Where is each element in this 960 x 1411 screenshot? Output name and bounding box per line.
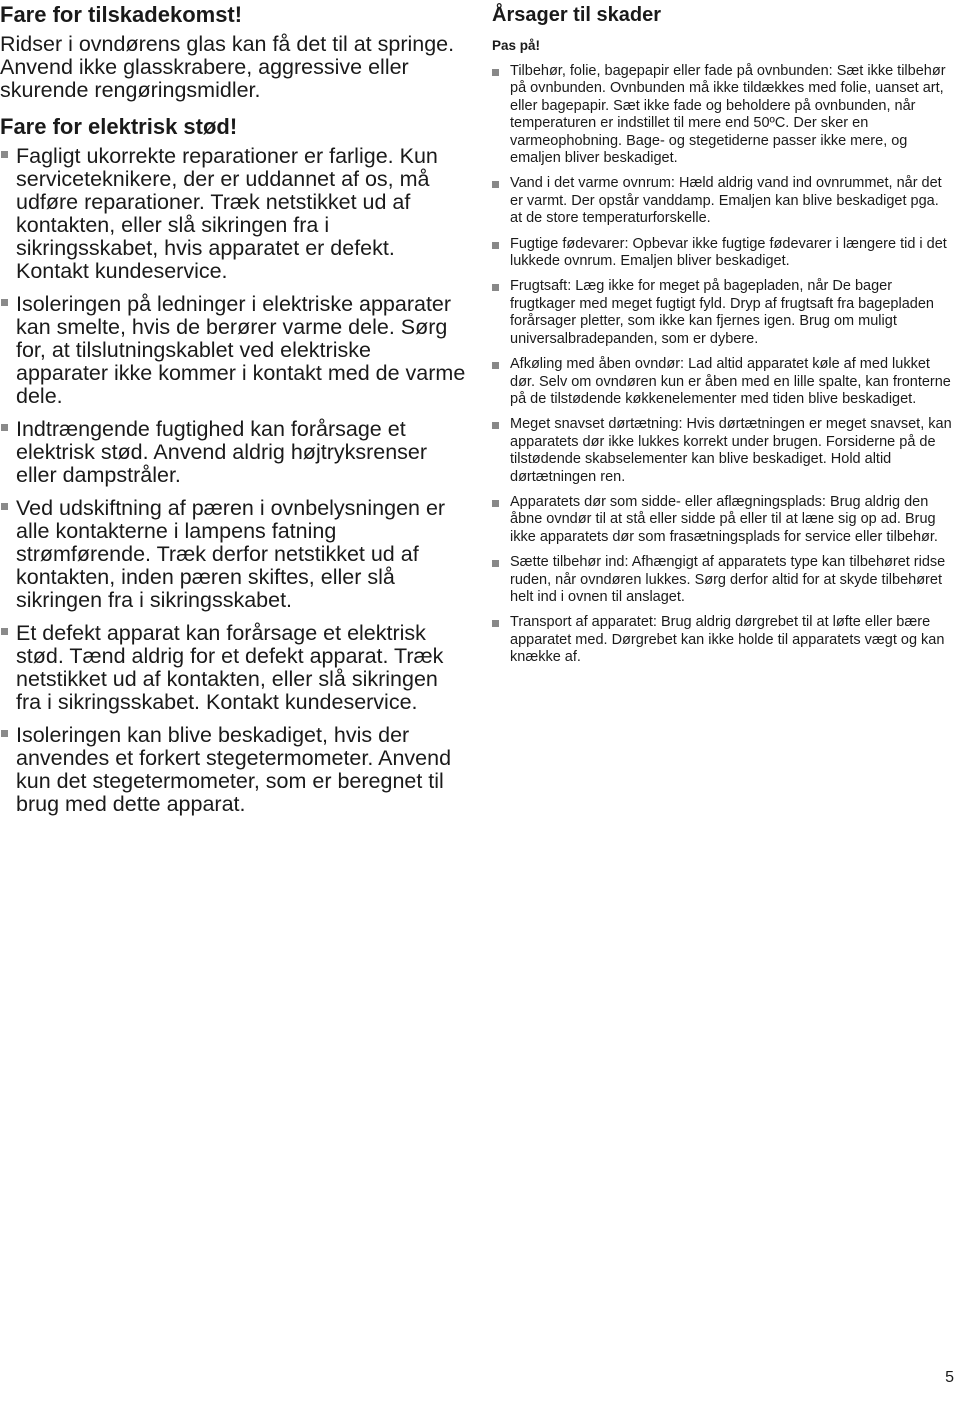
square-bullet-icon bbox=[492, 362, 499, 369]
right-column bbox=[492, 0, 954, 675]
list-item bbox=[0, 497, 468, 612]
list-item bbox=[0, 724, 468, 816]
square-bullet-icon bbox=[492, 242, 499, 249]
list-item-text: Indtrængende fugtighed kan forårsage et elektrisk stød. Anvend aldrig højtryksrenser eller dampstråler. bbox=[16, 417, 428, 487]
list-item-text: Isoleringen kan blive beskadiget, hvis der anvendes et forkert stegetermometer. Anvend kun det stegetermometer, som er beregnet til brug med dette apparat. bbox=[16, 723, 452, 816]
square-bullet-icon bbox=[1, 424, 8, 431]
square-bullet-icon bbox=[492, 69, 499, 76]
electric-shock-heading: Fare for elektrisk stød! bbox=[0, 114, 238, 139]
square-bullet-icon bbox=[492, 422, 499, 429]
square-bullet-icon bbox=[492, 284, 499, 291]
square-bullet-icon bbox=[492, 620, 499, 627]
caution-subheading: Pas på! bbox=[492, 38, 541, 53]
square-bullet-icon bbox=[492, 560, 499, 567]
square-bullet-icon bbox=[492, 181, 499, 188]
injury-warning-heading: Fare for tilskadekomst! bbox=[0, 2, 243, 27]
list-item-text: Transport af apparatet: Brug aldrig dørgrebet til at løfte eller bære apparatet med. Dørgrebet kan ikke holde til apparatets vægt og kan knække af. bbox=[510, 614, 945, 666]
list-item bbox=[0, 622, 468, 714]
square-bullet-icon bbox=[1, 299, 8, 306]
damage-causes-heading: Årsager til skader bbox=[492, 4, 661, 26]
square-bullet-icon bbox=[492, 500, 499, 507]
list-item-text: Frugtsaft: Læg ikke for meget på bagepladen, når De bager frugtkager med meget fugtigt fyld. Dryp af frugtsaft fra bagepladen forårsager pletter, som ikke kan fjernes igen. Brug om muligt universalbradepanden, som er dybere. bbox=[510, 278, 934, 347]
page-number: 5 bbox=[945, 1369, 954, 1386]
list-item bbox=[492, 554, 954, 606]
square-bullet-icon bbox=[1, 151, 8, 158]
list-item-text: Afkøling med åben ovndør: Lad altid apparatet køle af med lukket dør. Selv om ovndøren kun er åben med en lille spalte, kan fronterne på de tilstødende køkkenelementer med tiden blive beskadiget. bbox=[510, 356, 951, 407]
list-item-text: Fugtige fødevarer: Opbevar ikke fugtige fødevarer i længere tid i det lukkede ovnrum. Emaljen bliver beskadiget. bbox=[510, 235, 947, 270]
list-item-text: Et defekt apparat kan forårsage et elektrisk stød. Tænd aldrig for et defekt apparat. Træk netstikket ud af kontakten, eller slå sikringen fra i sikringsskabet. Kontakt kundeservice. bbox=[16, 621, 444, 714]
list-item-text: Isoleringen på ledninger i elektriske apparater kan smelte, hvis de berører varme dele. Sørg for, at tilslutningskablet ved elektriske apparater ikke kommer i kontakt med de varme dele. bbox=[16, 292, 466, 408]
list-item-text: Ved udskiftning af pæren i ovnbelysningen er alle kontakterne i lampens fatning strømførende. Træk derfor netstikket ud af kontakten, inden pæren skiftes, eller slå sikringen fra i sikringsskabet. bbox=[16, 496, 446, 612]
list-item bbox=[0, 418, 468, 487]
list-item bbox=[492, 356, 954, 408]
left-column bbox=[0, 2, 468, 826]
list-item-text: Vand i det varme ovnrum: Hæld aldrig vand ind ovnrummet, når det er varmt. Der opstår vanddamp. Emaljen kan blive beskadiget pga. at de store temperaturforskelle. bbox=[510, 175, 942, 227]
list-item-text: Fagligt ukorrekte reparationer er farlige. Kun serviceteknikere, der er uddannet af os, må udføre reparationer. Træk netstikket ud af kontakten, eller slå sikringen fra i sikringsskabet, hvis apparatet er defekt. Kontakt kundeservice. bbox=[16, 144, 438, 283]
list-item bbox=[492, 63, 954, 167]
list-item-text: Sætte tilbehør ind: Afhængigt af apparatets type kan tilbehøret ridse ruden, når ovndøren lukkes. Sørg derfor altid for at skyde tilbehøret helt ind i ovnen til anslaget. bbox=[510, 554, 946, 605]
list-item-text: Apparatets dør som sidde- eller aflægningsplads: Brug aldrig den åbne ovndør til at stå eller sidde på eller til at læne sig op ad. Brug ikke apparatets dør som frasætningsplads for service eller tilbehør. bbox=[510, 493, 938, 545]
list-item bbox=[0, 145, 468, 283]
list-item bbox=[492, 278, 954, 348]
list-item bbox=[492, 175, 954, 227]
list-item bbox=[0, 293, 468, 408]
list-item bbox=[492, 614, 954, 666]
electric-shock-list bbox=[0, 145, 468, 816]
square-bullet-icon bbox=[1, 628, 8, 635]
glass-warning-text: Ridser i ovndørens glas kan få det til at springe. Anvend ikke glasskrabere, aggressive eller skurende rengøringsmidler. bbox=[0, 32, 455, 102]
damage-causes-list bbox=[492, 63, 954, 667]
list-item bbox=[492, 416, 954, 486]
square-bullet-icon bbox=[1, 730, 8, 737]
square-bullet-icon bbox=[1, 503, 8, 510]
list-item bbox=[492, 494, 954, 546]
list-item-text: Meget snavset dørtætning: Hvis dørtætningen er meget snavset, kan apparatets dør ikke lukkes korrekt under brugen. Forsiderne på de tilstødende skabselementer kan blive beskadiget. Hold altid dørtætningen ren. bbox=[510, 416, 952, 485]
list-item-text: Tilbehør, folie, bagepapir eller fade på ovnbunden: Sæt ikke tilbehør på ovnbunden. Ovnbunden må ikke tildækkes med folie, uanset art, eller bagepapir. Sæt ikke fade og beholdere på ovnbunden, når temperaturen er indstillet til mere end 50ºC. Der sker en varmeophobning. Bage- og stegetiderne passer ikke mere, og emaljen bliver beskadiget. bbox=[510, 63, 946, 167]
list-item bbox=[492, 236, 954, 271]
